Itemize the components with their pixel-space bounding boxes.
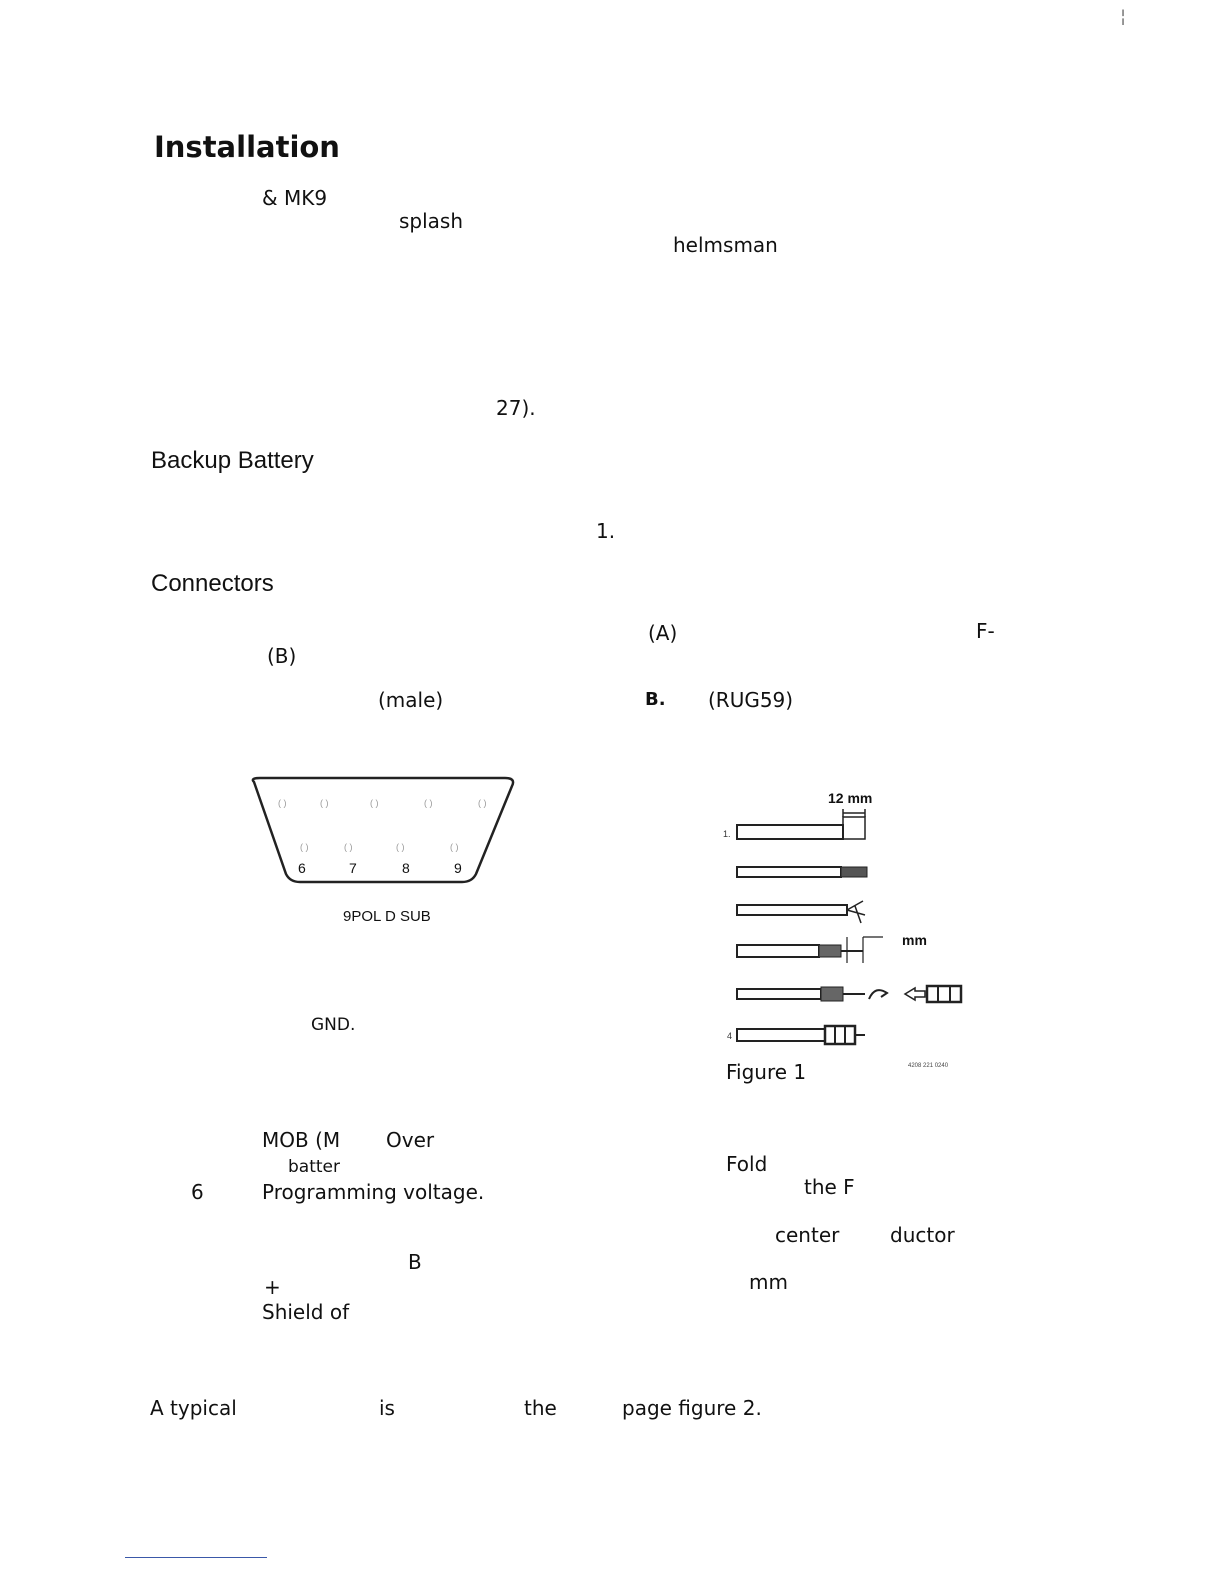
step-ductor: ductor bbox=[890, 1223, 955, 1247]
connectors-fragment-male: (male) bbox=[378, 688, 444, 712]
svg-text:( ): ( ) bbox=[478, 798, 487, 808]
dsub-pin-9: 9 bbox=[454, 860, 462, 876]
figure1-dim-12mm: 12 mm bbox=[828, 790, 873, 806]
svg-text:( ): ( ) bbox=[344, 842, 353, 852]
figure1-step-4-label: 4 bbox=[727, 1031, 733, 1041]
backup-battery-heading: Backup Battery bbox=[151, 447, 314, 474]
step-mm: mm bbox=[749, 1270, 788, 1294]
footnote-rule bbox=[125, 1557, 267, 1558]
pin-b: B bbox=[408, 1250, 422, 1274]
margin-mark: ¦ bbox=[1120, 6, 1127, 27]
pin-shield: Shield of bbox=[262, 1300, 350, 1324]
figure1-caption: Figure 1 bbox=[726, 1060, 807, 1084]
connectors-fragment-a: (A) bbox=[648, 621, 678, 645]
svg-text:( ): ( ) bbox=[370, 798, 379, 808]
svg-text:( ): ( ) bbox=[450, 842, 459, 852]
svg-text:( ): ( ) bbox=[320, 798, 329, 808]
dsub-pin-7: 7 bbox=[349, 860, 357, 876]
pin-gnd: GND. bbox=[311, 1015, 356, 1035]
pin-over: Over bbox=[386, 1128, 435, 1152]
step-fold: Fold bbox=[726, 1152, 768, 1176]
installation-heading: Installation bbox=[154, 130, 340, 164]
pin-batter: batter bbox=[288, 1157, 340, 1177]
dsub-pin-6: 6 bbox=[298, 860, 306, 876]
dsub-connector-diagram bbox=[240, 774, 525, 889]
installation-fragment-mk9: & MK9 bbox=[262, 186, 328, 210]
installation-fragment-page-ref: 27). bbox=[496, 396, 536, 420]
pin-mob: MOB (M bbox=[262, 1128, 341, 1152]
pin-plus: + bbox=[264, 1275, 281, 1299]
step-the-f: the F bbox=[804, 1175, 855, 1199]
svg-text:( ): ( ) bbox=[278, 798, 287, 808]
backup-battery-fragment-1: 1. bbox=[596, 519, 616, 543]
pin-6-description: Programming voltage. bbox=[262, 1180, 485, 1204]
svg-text:( ): ( ) bbox=[300, 842, 309, 852]
pin-6-number: 6 bbox=[191, 1180, 204, 1204]
svg-text:( ): ( ) bbox=[396, 842, 405, 852]
figure1-dim-mm: mm bbox=[902, 932, 927, 948]
svg-text:( ): ( ) bbox=[424, 798, 433, 808]
footer-fragment-is: is bbox=[379, 1396, 395, 1420]
figure1-diagram bbox=[715, 785, 975, 1060]
installation-fragment-helmsman: helmsman bbox=[673, 233, 778, 257]
dsub-bottom-pin-marks bbox=[300, 842, 459, 852]
connectors-heading: Connectors bbox=[151, 570, 274, 597]
connectors-fragment-b: (B) bbox=[267, 644, 297, 668]
dsub-caption: 9POL D SUB bbox=[343, 908, 431, 925]
dsub-top-pin-marks bbox=[278, 798, 487, 808]
connectors-fragment-rug59: (RUG59) bbox=[708, 688, 794, 712]
connectors-fragment-f: F- bbox=[976, 619, 995, 643]
figure1-code: 4208 221 0240 bbox=[908, 1063, 949, 1069]
dsub-pin-8: 8 bbox=[402, 860, 410, 876]
step-center: center bbox=[775, 1223, 840, 1247]
footer-fragment-typical: A typical bbox=[150, 1396, 237, 1420]
figure1-step-1-label: 1. bbox=[723, 829, 731, 839]
connectors-fragment-b-bold: B. bbox=[645, 689, 666, 710]
installation-fragment-splash: splash bbox=[399, 209, 464, 233]
footer-fragment-page-figure: page figure 2. bbox=[622, 1396, 762, 1420]
footer-fragment-the: the bbox=[524, 1396, 557, 1420]
